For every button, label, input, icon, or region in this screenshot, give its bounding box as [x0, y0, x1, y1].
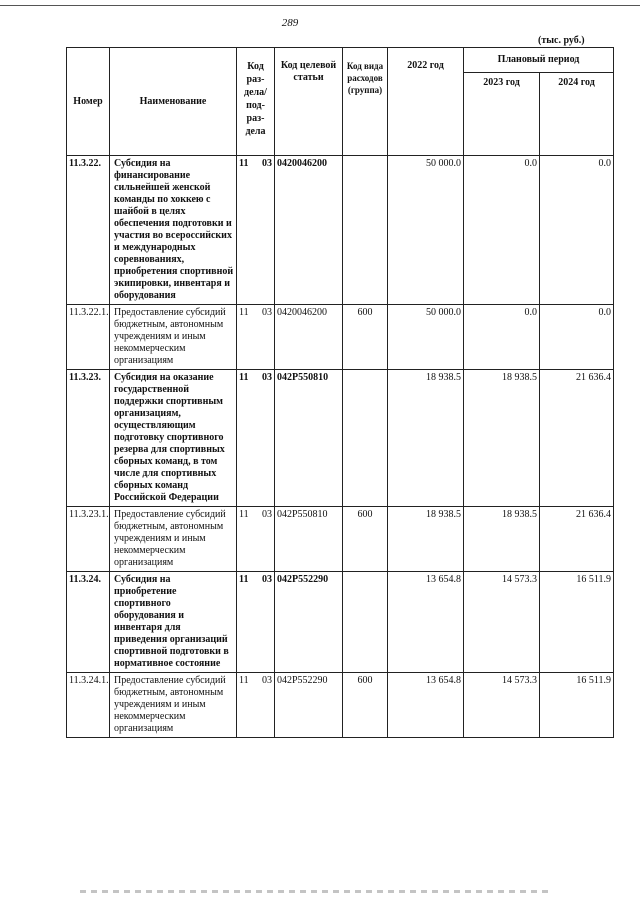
table-row: [67, 156, 614, 305]
header-plan: Плановый период: [464, 48, 614, 73]
row-expense: [343, 572, 388, 673]
table-row: [67, 305, 614, 370]
footer-smudge: [80, 890, 550, 893]
row-podrazdel: 03: [262, 675, 272, 686]
row-podrazdel: 03: [262, 158, 272, 169]
row-2022: 13 654.8: [388, 572, 464, 673]
row-number: 11.3.23.: [67, 370, 110, 507]
row-target: 042P552290: [275, 572, 343, 673]
row-number: 11.3.24.: [67, 572, 110, 673]
row-razdel: 11: [239, 509, 249, 520]
row-2024: 0.0: [540, 305, 614, 370]
top-rule: [0, 5, 640, 6]
row-expense: 600: [343, 673, 388, 738]
header-expense: Код вида расходов (группа): [343, 48, 388, 156]
header-target: Код целевой статьи: [275, 48, 343, 156]
row-expense: 600: [343, 305, 388, 370]
row-section: [237, 156, 275, 305]
row-2024: 21 636.4: [540, 370, 614, 507]
row-number: 11.3.22.1.: [67, 305, 110, 370]
row-2023: 14 573.3: [464, 572, 540, 673]
row-2023: 0.0: [464, 156, 540, 305]
table-row: [67, 507, 614, 572]
row-2024: 21 636.4: [540, 507, 614, 572]
row-2022: 50 000.0: [388, 156, 464, 305]
header-2023: 2023 год: [464, 73, 540, 156]
row-2024: 16 511.9: [540, 673, 614, 738]
row-target: 042P550810: [275, 370, 343, 507]
row-section: [237, 572, 275, 673]
row-name: Субсидия на приобретение спортивного оборудования и инвентаря для приведения организаций спортивной подготовки в нормативное состояние: [110, 572, 237, 673]
row-2024: 0.0: [540, 156, 614, 305]
table-row: [67, 673, 614, 738]
row-target: 0420046200: [275, 305, 343, 370]
row-2022: 18 938.5: [388, 370, 464, 507]
header-2024: 2024 год: [540, 73, 614, 156]
row-number: 11.3.23.1.: [67, 507, 110, 572]
row-2023: 0.0: [464, 305, 540, 370]
row-2022: 18 938.5: [388, 507, 464, 572]
row-razdel: 11: [239, 675, 249, 686]
row-podrazdel: 03: [262, 307, 272, 318]
row-expense: 600: [343, 507, 388, 572]
row-section: [237, 305, 275, 370]
row-podrazdel: 03: [262, 372, 272, 383]
units-label: (тыс. руб.): [538, 35, 585, 46]
row-2024: 16 511.9: [540, 572, 614, 673]
row-podrazdel: 03: [262, 509, 272, 520]
row-section: [237, 673, 275, 738]
row-name: Субсидия на финансирование сильнейшей женской команды по хоккею с шайбой в целях обеспечения подготовки и участия во всероссийских и международных соревнованиях, приобретения спортивной экипировки, инвентаря и оборудования: [110, 156, 237, 305]
row-name: Предоставление субсидий бюджетным, автономным учреждениям и иным некоммерческим организациям: [110, 305, 237, 370]
row-razdel: 11: [239, 574, 249, 585]
row-name: Субсидия на оказание государственной поддержки спортивным организациям, осуществляющим подготовку спортивного резерва для спортивных сборных команд, в том числе для спортивных сборных команд Российской Федерации: [110, 370, 237, 507]
header-name: Наименование: [110, 48, 237, 156]
header-section: Код раз-дела/ под-раз-дела: [237, 48, 275, 156]
row-2022: 13 654.8: [388, 673, 464, 738]
header-number: Номер: [67, 48, 110, 156]
row-section: [237, 507, 275, 572]
row-2023: 18 938.5: [464, 507, 540, 572]
row-razdel: 11: [239, 307, 249, 318]
row-2023: 18 938.5: [464, 370, 540, 507]
table-row: [67, 572, 614, 673]
row-name: Предоставление субсидий бюджетным, автономным учреждениям и иным некоммерческим организациям: [110, 507, 237, 572]
row-target: 042P552290: [275, 673, 343, 738]
row-razdel: 11: [239, 158, 249, 169]
row-target: 042P550810: [275, 507, 343, 572]
header-2022: 2022 год: [388, 48, 464, 156]
page-number: 289: [281, 17, 299, 29]
row-expense: [343, 156, 388, 305]
row-name: Предоставление субсидий бюджетным, автономным учреждениям и иным некоммерческим организациям: [110, 673, 237, 738]
row-number: 11.3.24.1.: [67, 673, 110, 738]
row-section: [237, 370, 275, 507]
row-expense: [343, 370, 388, 507]
budget-table: [66, 47, 614, 738]
row-2022: 50 000.0: [388, 305, 464, 370]
row-podrazdel: 03: [262, 574, 272, 585]
table-row: [67, 370, 614, 507]
row-target: 0420046200: [275, 156, 343, 305]
row-razdel: 11: [239, 372, 249, 383]
row-number: 11.3.22.: [67, 156, 110, 305]
row-2023: 14 573.3: [464, 673, 540, 738]
